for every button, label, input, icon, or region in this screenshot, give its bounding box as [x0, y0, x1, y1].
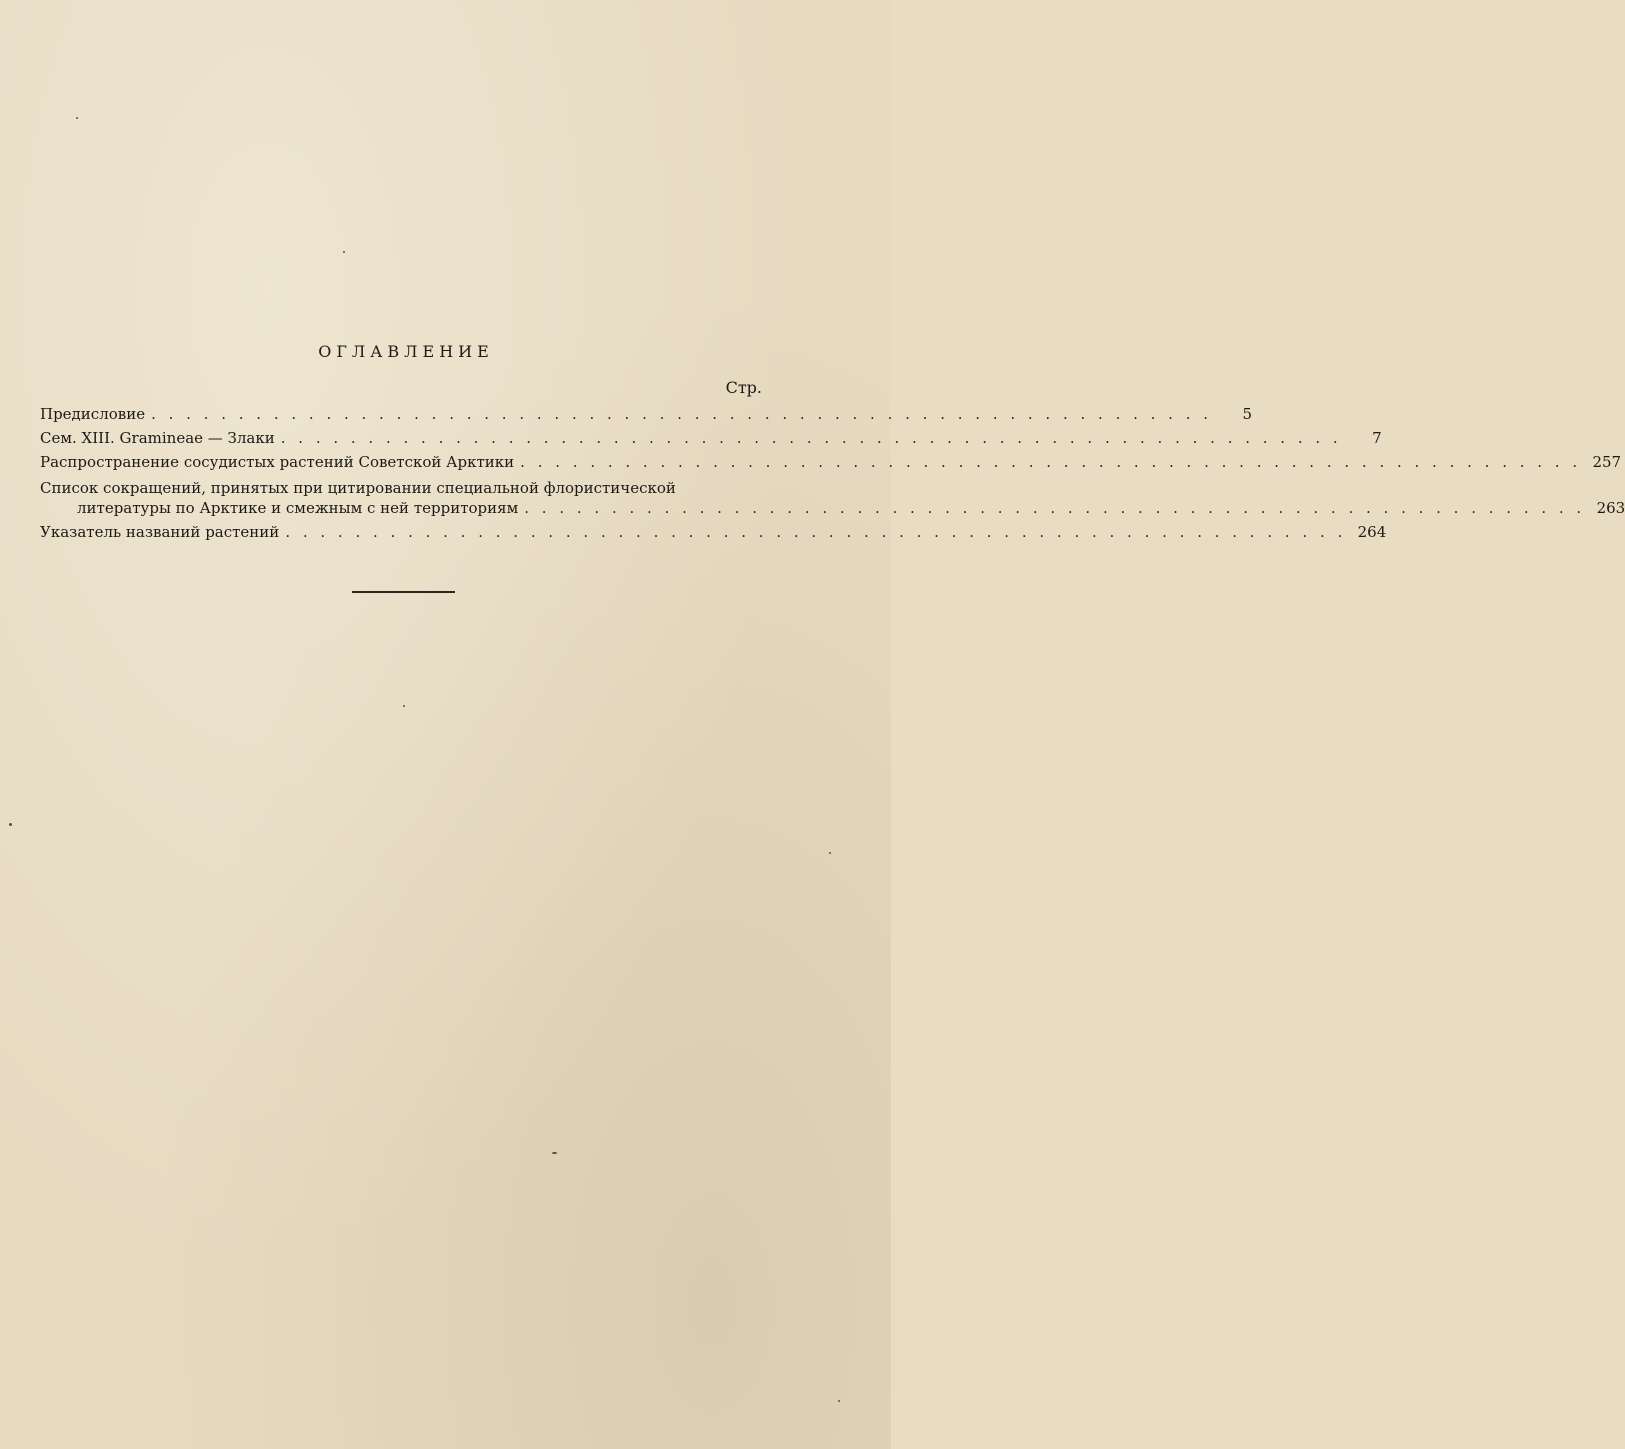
paper-speck [76, 117, 78, 119]
paper-speck [9, 823, 12, 826]
toc-entry-text: Распространение сосудистых растений Советской Арктики [40, 453, 515, 471]
toc-entry-text: Указатель названий растений [40, 523, 280, 541]
paper-speck [552, 1152, 557, 1154]
toc-entry-text: Предисловие [40, 405, 146, 423]
section-divider-rule [352, 591, 455, 593]
table-of-contents [40, 342, 1625, 544]
toc-entry-gramineae [40, 426, 1382, 450]
toc-page-number: 264 [1357, 523, 1387, 541]
toc-entry-continuation [40, 498, 1625, 518]
dot-leader: . . . . . . . . . . . . . . . . . . . . . . . . . . . . . . . . . . . . . . . . . . . . . . . . . . . . . . . . . . . . . [151, 405, 1213, 423]
dot-leader: . . . . . . . . . . . . . . . . . . . . . . . . . . . . . . . . . . . . . . . . . . . . . . . . . . . . . . . . . . . . . [285, 523, 1347, 541]
toc-page-number: 257 [1592, 453, 1622, 471]
toc-page-number: 7 [1372, 429, 1382, 447]
toc-title: ОГЛАВЛЕНИЕ [318, 342, 494, 361]
dot-leader: . . . . . . . . . . . . . . . . . . . . . . . . . . . . . . . . . . . . . . . . . . . . . . . . . . . . . . . . . . . . . [280, 429, 1342, 447]
dot-leader: . . . . . . . . . . . . . . . . . . . . . . . . . . . . . . . . . . . . . . . . . . . . . . . . . . . . . . . . . . . . . [524, 499, 1586, 517]
toc-entry-text-line1: Список сокращений, принятых при цитировании специальной флористической [40, 479, 676, 497]
toc-entry-abbreviations [40, 478, 1625, 518]
page-column-label: Стр. [725, 378, 762, 397]
toc-entry-distribution [40, 450, 1622, 474]
toc-page-number: 5 [1242, 405, 1253, 423]
toc-entry-text: Сем. XIII. Gramineae — Злаки [40, 429, 275, 447]
toc-page-number: 263 [1596, 499, 1625, 517]
paper-speck [838, 1400, 840, 1402]
toc-entry-text-line2: литературы по Арктике и смежным с ней территориям [77, 499, 519, 517]
toc-entry-index [40, 520, 1387, 544]
paper-speck [403, 705, 405, 707]
paper-speck [343, 251, 345, 253]
toc-entry-preface [40, 402, 1253, 426]
paper-speck [829, 852, 831, 854]
dot-leader: . . . . . . . . . . . . . . . . . . . . . . . . . . . . . . . . . . . . . . . . . . . . . . . . . . . . . . . . . . . . . [520, 453, 1582, 471]
